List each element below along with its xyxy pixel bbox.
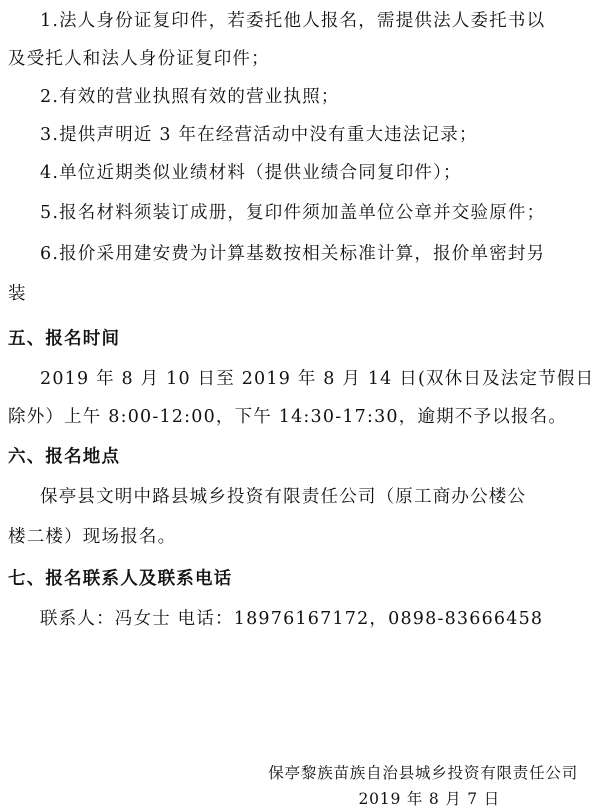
signature-date: 2019 年 8 月 7 日 (358, 790, 500, 808)
item-1-line-2: 及受托人和法人身份证复印件； (8, 49, 270, 69)
section-7-contact: 联系人：冯女士 电话：18976167172，0898-83666458 (40, 609, 544, 629)
signature-organization: 保亭黎族苗族自治县城乡投资有限责任公司 (268, 764, 578, 782)
section-5-line-2: 除外）上午 8:00-12:00，下午 14:30-17:30，逾期不予以报名。 (8, 407, 568, 427)
item-6-line-2: 装 (8, 284, 27, 304)
item-5: 5.报名材料须装订成册，复印件须加盖单位公章并交验原件； (40, 203, 546, 223)
section-6-line-1: 保亭县文明中路县城乡投资有限责任公司（原工商办公楼公 (40, 487, 527, 507)
section-7-heading: 七、报名联系人及联系电话 (8, 569, 233, 589)
section-5-heading: 五、报名时间 (8, 329, 121, 349)
section-6-line-2: 楼二楼）现场报名。 (8, 527, 177, 547)
section-5-line-1: 2019 年 8 月 10 日至 2019 年 8 月 14 日(双休日及法定节假日 (40, 369, 595, 389)
item-3: 3.提供声明近 3 年在经营活动中没有重大违法记录； (40, 125, 478, 145)
section-6-heading: 六、报名地点 (8, 447, 121, 467)
item-4: 4.单位近期类似业绩材料（提供业绩合同复印件）； (40, 163, 462, 183)
item-2: 2.有效的营业执照有效的营业执照； (40, 87, 340, 107)
item-1-line-1: 1.法人身份证复印件，若委托他人报名，需提供法人委托书以 (40, 11, 546, 31)
item-6-line-1: 6.报价采用建安费为计算基数按相关标准计算，报价单密封另 (40, 244, 546, 264)
